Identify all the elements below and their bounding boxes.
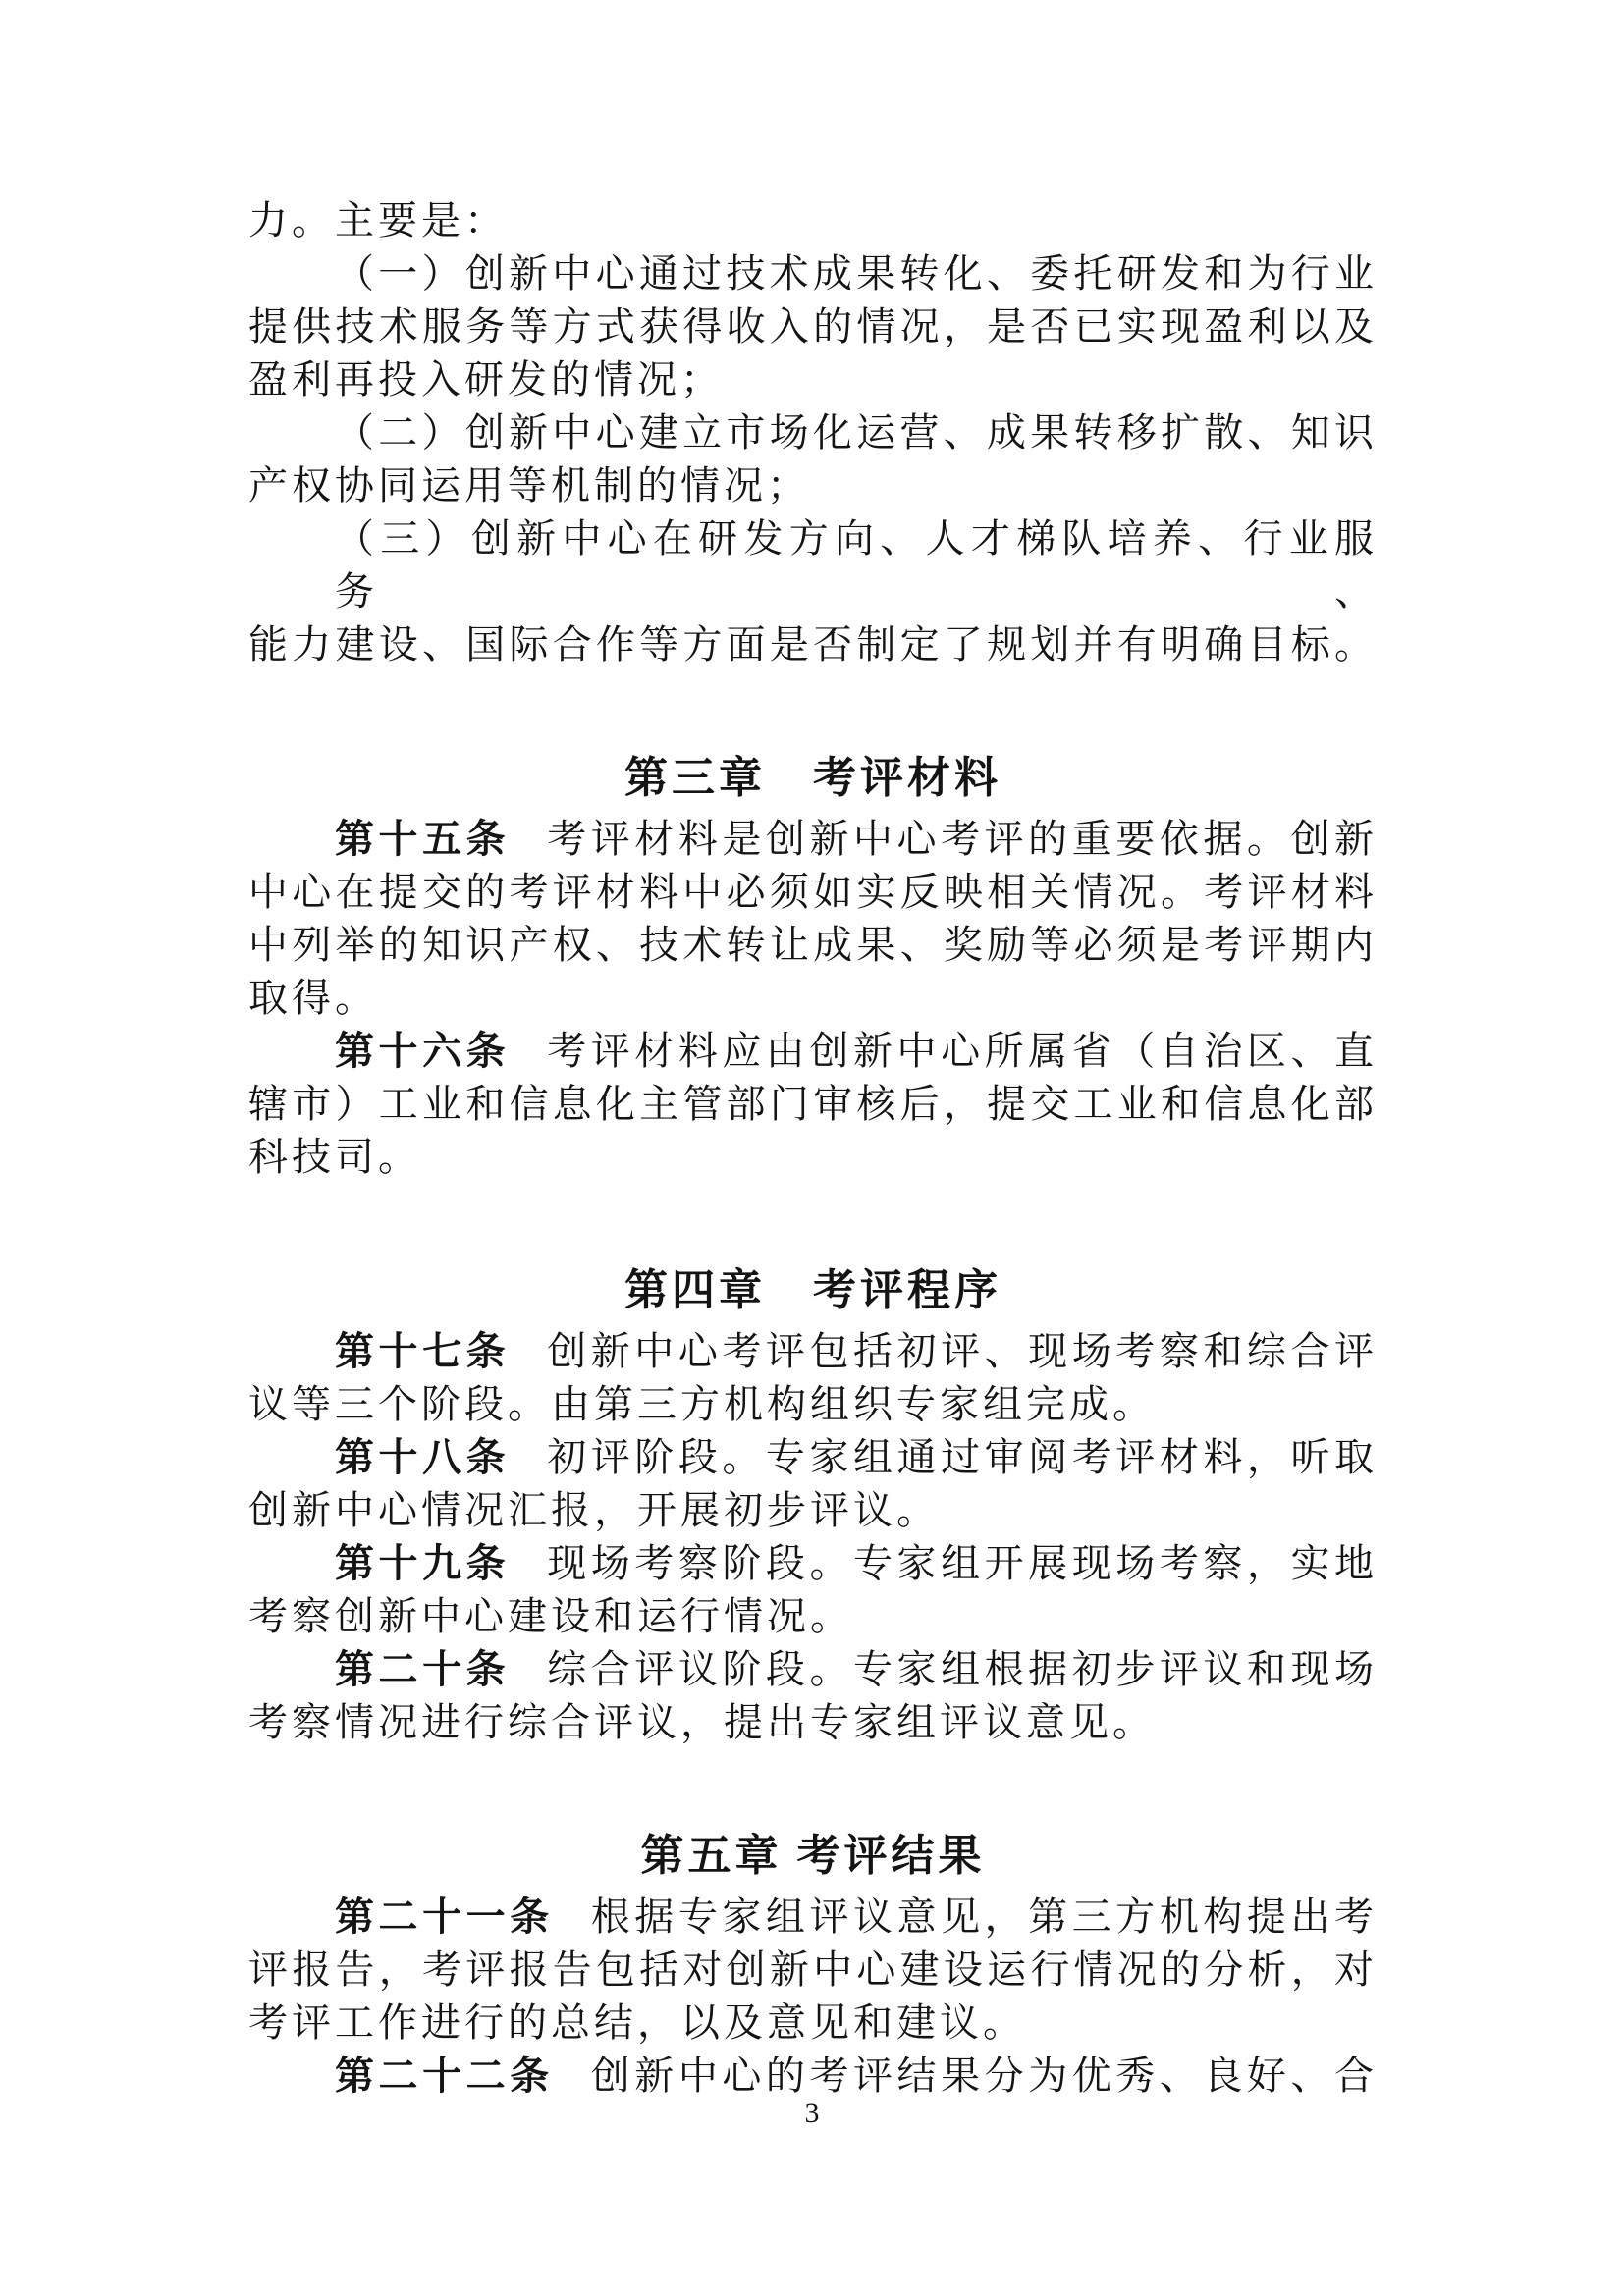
article-text: 考评材料是创新中心考评的重要依据。创新 <box>547 817 1379 861</box>
article-text: 创新中心的考评结果分为优秀、良好、合 <box>590 2054 1379 2098</box>
article-line <box>248 1891 1378 1944</box>
article-number-label: 第二十二条 <box>335 2054 554 2098</box>
body-line: （一）创新中心通过技术成果转化、委托研发和为行业 <box>335 251 1378 295</box>
body-line: （二）创新中心建立市场化运营、成果转移扩散、知识 <box>335 410 1378 454</box>
document-body <box>248 194 1378 2103</box>
article-line <box>248 1325 1378 1378</box>
page-number: 3 <box>804 2097 820 2129</box>
article-number-label: 第十七条 <box>335 1329 511 1373</box>
article-number-label: 第二十条 <box>335 1647 511 1691</box>
body-line: 中心在提交的考评材料中必须如实反映相关情况。考评材料 <box>248 870 1378 914</box>
body-line: 产权协同运用等机制的情况； <box>248 463 810 507</box>
body-line: 科技司。 <box>248 1135 421 1179</box>
article-number-label: 第十五条 <box>335 817 511 861</box>
body-line: 议等三个阶段。由第三方机构组织专家组完成。 <box>248 1382 1156 1426</box>
chapter-heading-4: 第四章 考评程序 <box>624 1266 1001 1314</box>
chapter-heading-3: 第三章 考评材料 <box>624 754 1001 802</box>
article-text: 考评材料应由创新中心所属省（自治区、直 <box>547 1029 1379 1073</box>
article-text: 综合评议阶段。专家组根据初步评议和现场 <box>547 1647 1379 1691</box>
body-line: 评报告，考评报告包括对创新中心建设运行情况的分析，对 <box>248 1948 1378 1992</box>
article-text: 现场考察阶段。专家组开展现场考察，实地 <box>547 1541 1379 1585</box>
body-line: 考察情况进行综合评议，提出专家组评议意见。 <box>248 1700 1156 1744</box>
body-line: 取得。 <box>248 976 378 1020</box>
article-line <box>248 2050 1378 2103</box>
chapter-heading-5: 第五章 考评结果 <box>640 1832 986 1880</box>
article-text: 根据专家组评议意见，第三方机构提出考 <box>590 1895 1379 1939</box>
article-number-label: 第十九条 <box>335 1541 511 1585</box>
body-line: 考评工作进行的总结，以及意见和建议。 <box>248 2001 1026 2045</box>
body-line: 提供技术服务等方式获得收入的情况，是否已实现盈利以及 <box>248 304 1378 348</box>
body-line: 考察创新中心建设和运行情况。 <box>248 1594 853 1638</box>
body-line: 创新中心情况汇报，开展初步评议。 <box>248 1488 940 1532</box>
article-line <box>248 1643 1378 1696</box>
body-line: （三）创新中心在研发方向、人才梯队培养、行业服务、 <box>335 516 1378 614</box>
body-line: 辖市）工业和信息化主管部门审核后，提交工业和信息化部 <box>248 1082 1378 1126</box>
article-line <box>248 1431 1378 1484</box>
article-text: 初评阶段。专家组通过审阅考评材料，听取 <box>547 1435 1379 1479</box>
body-line: 力。主要是： <box>248 198 508 242</box>
article-number-label: 第十八条 <box>335 1435 511 1479</box>
article-line <box>248 813 1378 866</box>
body-line: 中列举的知识产权、技术转让成果、奖励等必须是考评期内 <box>248 923 1378 967</box>
body-line: 能力建设、国际合作等方面是否制定了规划并有明确目标。 <box>248 622 1378 667</box>
article-line <box>248 1537 1378 1590</box>
body-line: 盈利再投入研发的情况； <box>248 357 724 401</box>
article-line <box>248 1025 1378 1078</box>
article-text: 创新中心考评包括初评、现场考察和综合评 <box>547 1329 1379 1373</box>
article-number-label: 第二十一条 <box>335 1895 554 1939</box>
article-number-label: 第十六条 <box>335 1029 511 1073</box>
